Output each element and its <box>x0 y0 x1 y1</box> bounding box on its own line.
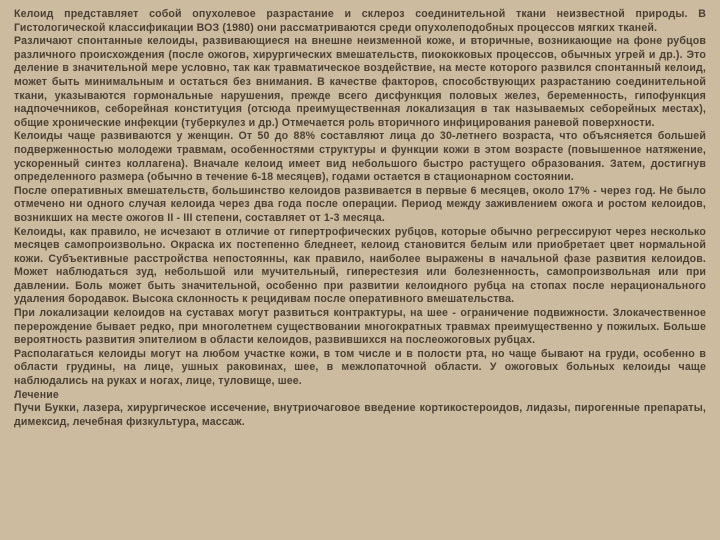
paragraph-definition: Келоид представляет собой опухолевое разрастание и склероз соединительной ткани неизвестной природы. В Гистологической классификации ВОЗ (1980) они рассматриваются среди опухолеподобных процессов мягких тканей. <box>14 8 706 34</box>
paragraph-epidemiology: Келоиды чаще развиваются у женщин. От 50 до 88% составляют лица до 30-летнего возраста, что объясняется большей подверженностью молодежи травмам, особенностями структуры и функции кожи в этом возрасте (повышенное натяжение, ускоренный синтез коллагена). Вначале келоид имеет вид небольшого быстро растущего образования. Затем, достигнув определенного размера (обычно в течение 6-18 месяцев), годами остается в стационарном состоянии. <box>14 130 706 184</box>
paragraph-course: Келоиды, как правило, не исчезают в отличие от гипертрофических рубцов, которые обычно регрессируют через несколько месяцев самопроизвольно. Окраска их постепенно бледнеет, келоид становится белым или приобретает цвет нормальной кожи. Субъективные расстройства непостоянны, как правило, наиболее выражены в начальной фазе развития келоидов. Может наблюдаться зуд, небольшой или мучительный, гиперестезия или болезненность, самопроизвольная или при давлении. Боль может быть значительной, особенно при развитии келоидного рубца на стопах после нерационального удаления бородавок. Высока склонность к рецидивам после оперативного вмешательства. <box>14 225 706 306</box>
paragraph-classification: Различают спонтанные келоиды, развивающиеся на внешне неизменной коже, и вторичные, возникающие на фоне рубцов различного происхождения (после ожогов, хирургических вмешательств, пиококковых процессов, обычных угрей и др.). Это деление в значительной мере условно, так как травматическое воздействие, на месте которого развился спонтанный келоид, может быть минимальным и остаться без внимания. В качестве факторов, способствующих разрастанию соединительной ткани, указываются гормональные нарушения, прежде всего дисфункция половых желез, беременность, гипофункция надпочечников, себорейная конституция (отсюда преимущественная локализация в так называемых себорейных местах), общие хронические инфекции (туберкулез и др.) Отмечается роль вторичного инфицирования раневой поверхности. <box>14 35 706 129</box>
paragraph-localization: Располагаться келоиды могут на любом участке кожи, в том числе и в полости рта, но чаще бывают на груди, особенно в области грудины, на лице, ушных раковинах, шее, в межлопаточной области. У ожоговых больных келоиды чаще наблюдались на руках и ногах, лице, туловище, шее. <box>14 347 706 388</box>
paragraph-postoperative: После оперативных вмешательств, большинство келоидов развивается в первые 6 месяцев, около 17% - через год. Не было отмечено ни одного случая келоида через два года после операции. Период между заживлением ожога и ростом келоидов, возникших на месте ожогов II - III степени, составляет от 1-3 месяца. <box>14 184 706 224</box>
paragraph-treatment: Пучи Букки, лазера, хирургическое иссечение, внутриочаговое введение кортикостероидов, лидазы, пирогенные препараты, димексид, лечебная физкультура, массаж. <box>14 402 706 428</box>
paragraph-complications: При локализации келоидов на суставах могут развиться контрактуры, на шее - ограничение подвижности. Злокачественное перерождение бывает редко, при многолетнем существовании многократных травмах преимущественно у пожилых. Больше вероятность развития эпителиом в области келоидов, развившихся на послеожоговых рубцах. <box>14 307 706 347</box>
treatment-heading: Лечение <box>14 388 59 401</box>
document-text <box>14 8 706 429</box>
